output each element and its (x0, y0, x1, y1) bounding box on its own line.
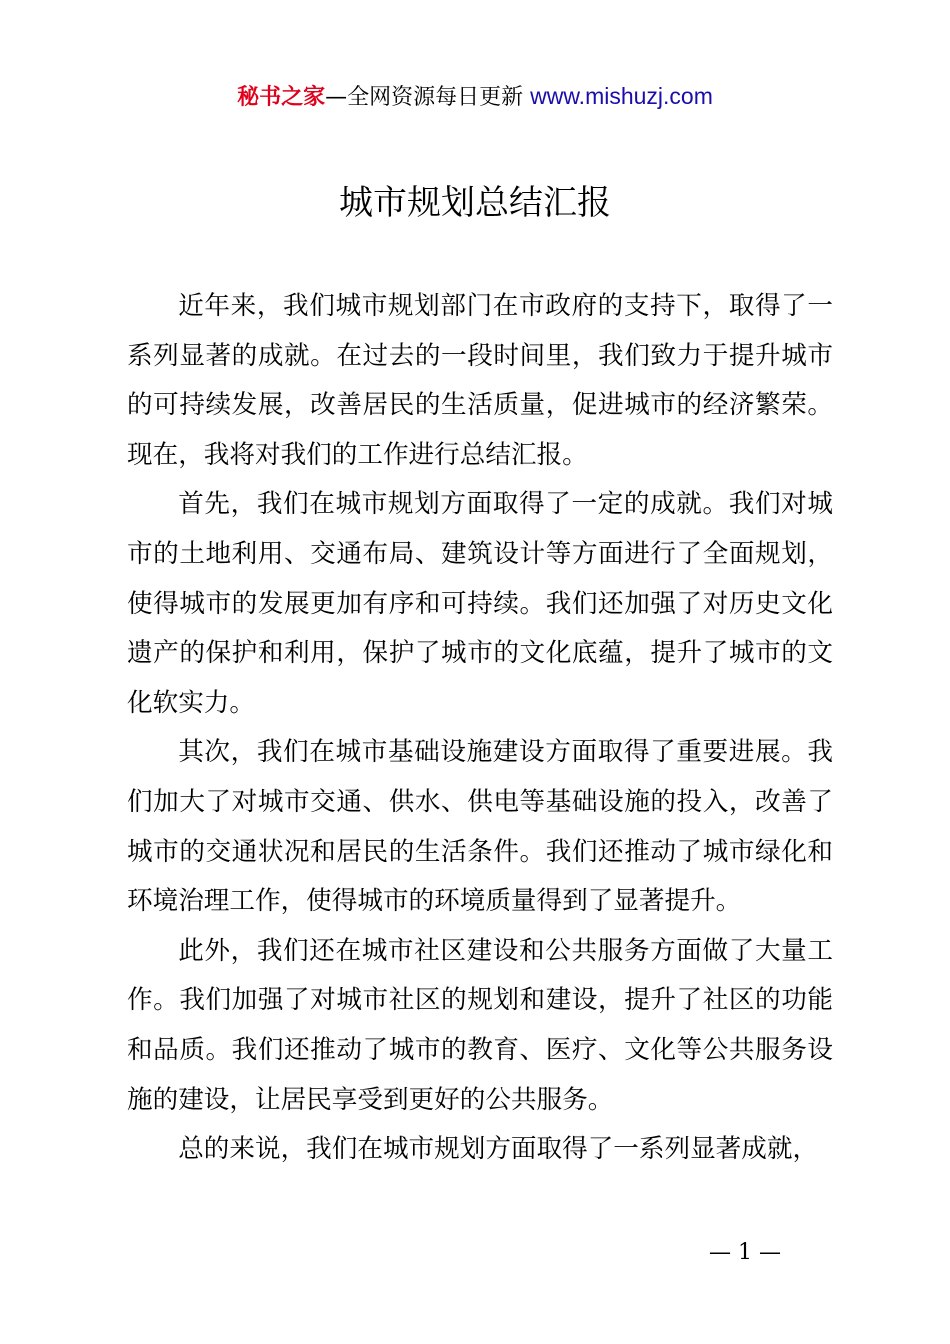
document-body (127, 282, 833, 1175)
paragraph: 近年来，我们城市规划部门在市政府的支持下，取得了一系列显著的成就。在过去的一段时间里，我们致力于提升城市的可持续发展，改善居民的生活质量，促进城市的经济繁荣。现在，我将对我们的工作进行总结汇报。 (127, 291, 833, 470)
paragraph: 总的来说，我们在城市规划方面取得了一系列显著成就， (178, 1134, 819, 1165)
paragraph: 此外，我们还在城市社区建设和公共服务方面做了大量工作。我们加强了对城市社区的规划和建设，提升了社区的功能和品质。我们还推动了城市的教育、医疗、文化等公共服务设施的建设，让居民享受到更好的公共服务。 (127, 935, 833, 1115)
site-tagline: —全网资源每日更新 (325, 85, 531, 110)
site-url-link[interactable]: www.mishuzj.com (530, 83, 713, 109)
paragraph: 首先，我们在城市规划方面取得了一定的成就。我们对城市的土地利用、交通布局、建筑设计等方面进行了全面规划，使得城市的发展更加有序和可持续。我们还加强了对历史文化遗产的保护和利用，保护了城市的文化底蕴，提升了城市的文化软实力。 (127, 489, 833, 718)
site-header (0, 80, 950, 114)
site-brand: 秘书之家 (237, 85, 326, 110)
document-title: 城市规划总结汇报 (339, 183, 611, 223)
page-number: — 1 — (709, 1240, 781, 1265)
paragraph: 其次，我们在城市基础设施建设方面取得了重要进展。我们加大了对城市交通、供水、供电等基础设施的投入，改善了城市的交通状况和居民的生活条件。我们还推动了城市绿化和环境治理工作，使得城市的环境质量得到了显著提升。 (127, 737, 833, 917)
